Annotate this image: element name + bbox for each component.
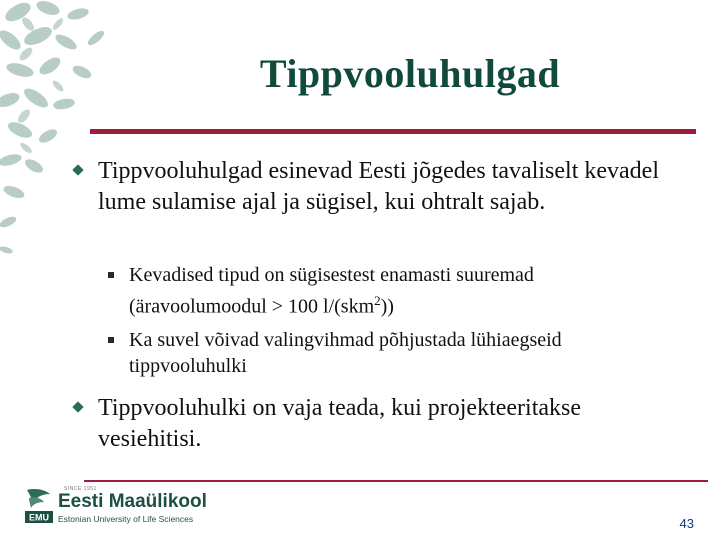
- logo-name: Eesti Maaülikool: [58, 491, 207, 512]
- bullet-text: Tippvooluhulgad esinevad Eesti jõgedes tavaliselt kevadel lume sulamise ajal ja sügisel, kui ohtralt sajab.: [98, 158, 659, 215]
- logo-mark-text: EMU: [29, 512, 49, 523]
- sub-bullet-text-part: Kevadised tipud on sügisestest enamasti suuremad (äravoolumoodul > 100 l/(skm: [129, 264, 534, 318]
- sub-bullet-item: [108, 262, 688, 320]
- sub-bullet-item: [108, 327, 688, 379]
- emu-logo-icon: [24, 486, 54, 526]
- bullet-text: Tippvooluhulki on vaja teada, kui projekteeritakse vesiehitisi.: [98, 395, 582, 452]
- sub-bullet-text: [129, 262, 669, 320]
- diamond-bullet-icon: [72, 401, 83, 412]
- diamond-bullet-icon: [72, 164, 83, 175]
- leaf-decoration-icon: [0, 0, 130, 280]
- logo-tagline: SINCE 1951: [64, 486, 97, 492]
- square-bullet-icon: [108, 337, 114, 343]
- sub-bullet-text: Ka suvel võivad valingvihmad põhjustada lühiaegseid tippvooluhulki: [129, 329, 562, 377]
- superscript: 2: [374, 293, 381, 308]
- footer-divider: [84, 480, 708, 482]
- logo-subtitle: Estonian University of Life Sciences: [58, 514, 194, 524]
- slide-title: Tippvooluhulgad: [259, 51, 561, 96]
- sub-bullet-text-part: )): [380, 295, 394, 318]
- square-bullet-icon: [108, 272, 114, 278]
- page-number: 43: [679, 516, 694, 531]
- bullet-item: [74, 393, 674, 455]
- bullet-item: [74, 156, 674, 218]
- title-divider: [90, 129, 696, 134]
- university-logo: [24, 486, 224, 530]
